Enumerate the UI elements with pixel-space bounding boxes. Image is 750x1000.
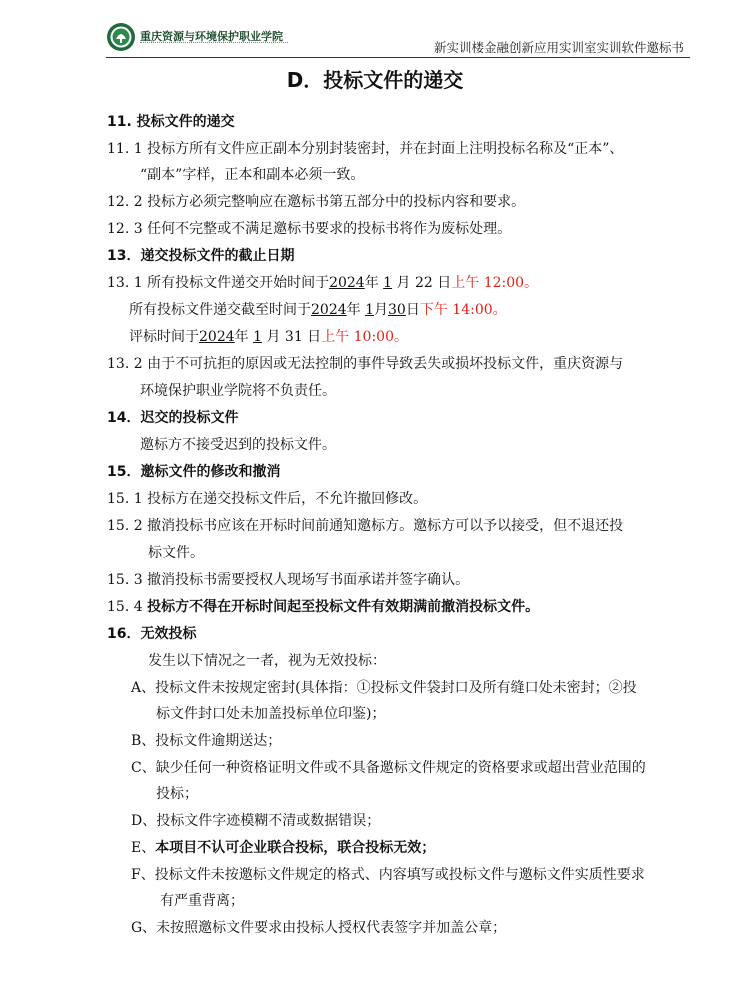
eval-mid1: 年: [234, 329, 249, 345]
item-e: [131, 839, 435, 857]
para-13-2-line1: 13. 2 由于不可抗拒的原因或无法控制的事件导致丢失或损坏投标文件，重庆资源与: [107, 356, 624, 372]
school-name: 重庆资源与环境保护职业学院: [140, 30, 283, 43]
item-e-prefix: E、: [131, 840, 156, 856]
item-e-bold: 本项目不认可企业联合投标，联合投标无效；: [155, 840, 436, 856]
para-15-2-line2: 标文件。: [148, 545, 204, 561]
start-time: 上午 12:00。: [451, 275, 539, 291]
page-header: [106, 22, 690, 58]
para-13-1-end: [129, 301, 507, 319]
eval-month: 1: [253, 329, 263, 345]
para-12-2: 12. 2 投标方必须完整响应在邀标书第五部分中的投标内容和要求。: [107, 194, 526, 210]
heading-13: 13．递交投标文件的截止日期: [107, 248, 295, 264]
item-c-line1: C、缺少任何一种资格证明文件或不具备邀标文件规定的资格要求或超出营业范围的: [131, 760, 646, 776]
school-logo-icon: [106, 22, 136, 52]
item-a-line1: A、投标文件未按规定密封(具体指：①投标文件袋封口及所有缝口处未密封；②投: [131, 680, 637, 696]
para-12-3: 12. 3 任何不完整或不满足邀标书要求的投标书将作为废标处理。: [107, 221, 512, 237]
start-mid1: 年: [364, 275, 379, 291]
para-15-4-prefix: 15. 4: [107, 599, 143, 615]
start-mid2: 月 22 日: [396, 275, 452, 291]
para-13-2-line2: 环境保护职业学院将不负责任。: [140, 383, 336, 399]
end-time: 下午 14:00。: [419, 302, 507, 318]
start-month: 1: [383, 275, 393, 291]
para-15-4: [107, 598, 539, 616]
para-11-1-line1: 11. 1 投标方所有文件应正副本分别封装密封，并在封面上注明投标名称及“正本”、: [107, 141, 624, 157]
heading-11: 11. 投标文件的递交: [107, 114, 235, 130]
end-mid3: 日: [405, 302, 420, 318]
para-15-2-line1: 15. 2 撤消投标书应该在开标时间前通知邀标方。邀标方可以予以接受，但不退还投: [107, 518, 624, 534]
heading-15: 15．邀标文件的修改和撤消: [107, 464, 281, 480]
end-mid2: 月: [374, 302, 389, 318]
document-title: 新实训楼金融创新应用实训室实训软件邀标书: [433, 40, 684, 55]
end-mid1: 年: [346, 302, 361, 318]
item-c-line2: 投标；: [156, 786, 198, 802]
para-15-4-bold: 投标方不得在开标时间起至投标文件有效期满前撤消投标文件。: [147, 599, 540, 615]
eval-mid2: 月 31 日: [266, 329, 322, 345]
para-13-1-eval: [129, 328, 408, 346]
end-prefix: 所有投标文件递交截至时间于: [129, 302, 311, 318]
end-month: 1: [365, 302, 375, 318]
eval-time: 上午 10:00。: [321, 329, 408, 345]
para-16-intro: 发生以下情况之一者，视为无效投标：: [148, 653, 386, 669]
item-d: D、投标文件字迹模糊不清或数据错误；: [131, 813, 381, 829]
section-title: D．投标文件的递交: [286, 68, 464, 92]
para-15-3: 15. 3 撤消投标书需要授权人现场写书面承诺并签字确认。: [107, 572, 470, 588]
school-name-english-line: [140, 42, 288, 46]
eval-prefix: 评标时间于: [129, 329, 199, 345]
item-f-line2: 有严重背离；: [160, 893, 244, 909]
header-rule: [106, 57, 690, 58]
para-13-1-start: [107, 274, 538, 292]
heading-16: 16．无效投标: [107, 626, 197, 642]
start-prefix: 13. 1 所有投标文件递交开始时间于: [107, 275, 330, 291]
end-year: 2024: [311, 302, 347, 318]
para-15-1: 15. 1 投标方在递交投标文件后，不允许撤回修改。: [107, 491, 428, 507]
end-day: 30: [388, 302, 406, 318]
item-a-line2: 标文件封口处未加盖投标单位印鉴)；: [156, 706, 386, 722]
para-14: 邀标方不接受迟到的投标文件。: [140, 437, 336, 453]
para-11-1-line2: “副本”字样，正本和副本必须一致。: [140, 167, 365, 183]
start-year: 2024: [329, 275, 365, 291]
eval-year: 2024: [199, 329, 235, 345]
item-f-line1: F、投标文件未按邀标文件规定的格式、内容填写或投标文件与邀标文件实质性要求: [131, 867, 645, 883]
item-g: G、未按照邀标文件要求由投标人授权代表签字并加盖公章；: [131, 920, 507, 936]
item-b: B、投标文件逾期送达；: [131, 733, 282, 749]
heading-14: 14．迟交的投标文件: [107, 410, 239, 426]
